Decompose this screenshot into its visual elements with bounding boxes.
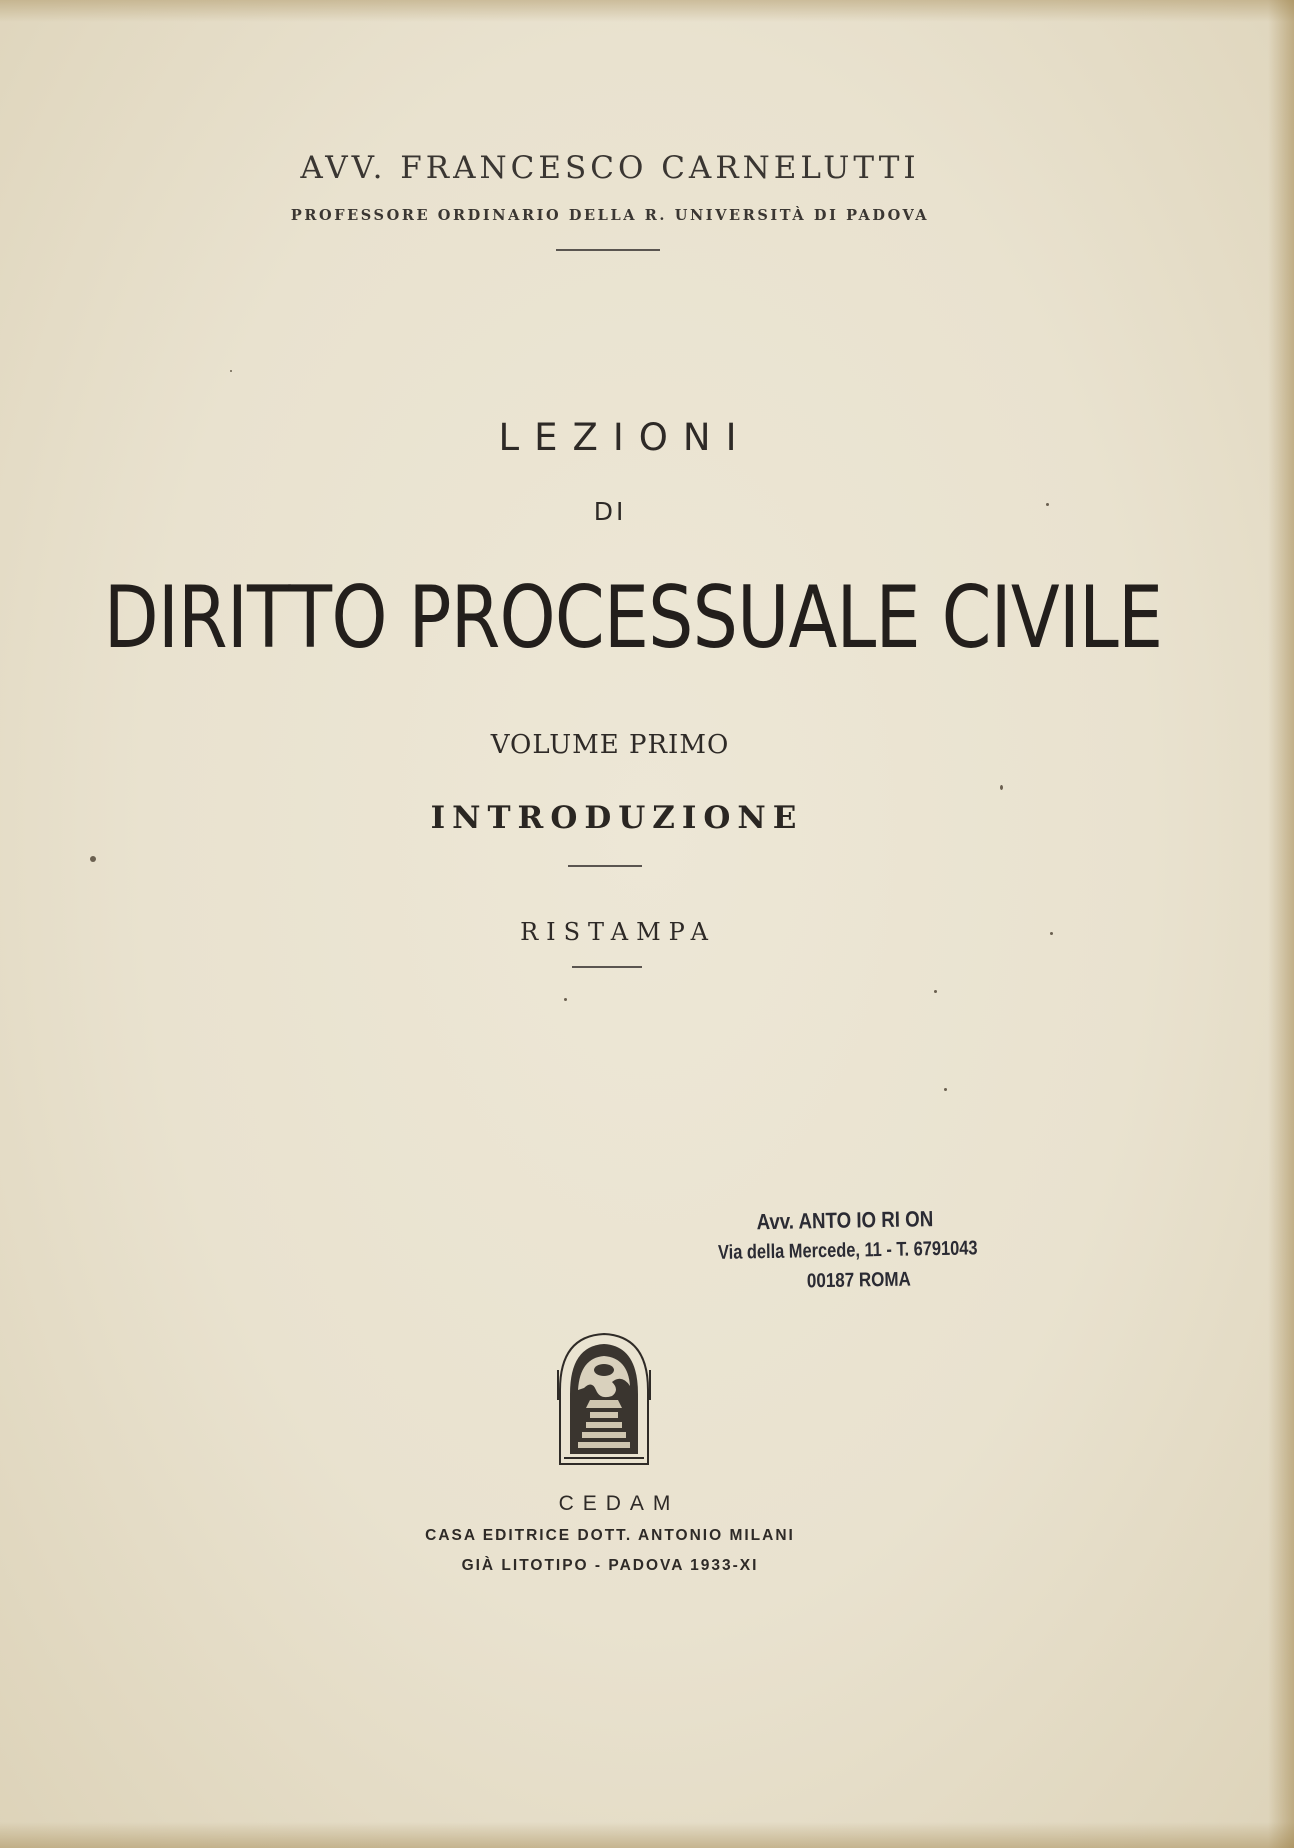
- paper-speck: [944, 1088, 947, 1091]
- paper-speck: [90, 856, 96, 862]
- divider-rule: [572, 966, 642, 968]
- ownership-stamp: [717, 1202, 1049, 1298]
- paper-speck: [1000, 785, 1003, 790]
- title-connector: DI: [593, 497, 627, 526]
- divider-rule: [568, 865, 642, 867]
- paper-speck: [934, 990, 937, 993]
- page-edge-shadow-top: [0, 0, 1294, 22]
- paper-speck: [1050, 932, 1053, 935]
- stamp-owner-line: Avv. ANTO IO RI ON: [756, 1206, 934, 1235]
- divider-rule: [556, 249, 660, 251]
- paper-speck: [1046, 503, 1049, 506]
- publisher-name: CEDAM: [558, 1492, 680, 1515]
- page-edge-shadow-right: [1268, 0, 1294, 1848]
- page-edge-shadow-bottom: [0, 1822, 1294, 1848]
- cedam-emblem-icon: [556, 1330, 652, 1470]
- paper-speck: [230, 370, 232, 372]
- series-title: LEZIONI: [498, 416, 752, 459]
- publisher-place-date: GIÀ LITOTIPO - PADOVA 1933-XI: [461, 1557, 759, 1574]
- volume-label: VOLUME PRIMO: [490, 730, 730, 760]
- main-title: DIRITTO PROCESSUALE CIVILE: [103, 568, 1163, 668]
- subtitle: INTRODUZIONE: [430, 800, 804, 836]
- edition-label: RISTAMPA: [520, 918, 716, 946]
- author-name: AVV. FRANCESCO CARNELUTTI: [300, 150, 920, 186]
- publisher-full-name: CASA EDITRICE DOTT. ANTONIO MILANI: [425, 1527, 795, 1544]
- stamp-city-line: 00187 ROMA: [806, 1268, 912, 1293]
- paper-speck: [564, 998, 567, 1001]
- author-affiliation: PROFESSORE ORDINARIO DELLA R. UNIVERSITÀ DI PADOVA: [290, 207, 930, 224]
- stamp-address-line: Via della Mercede, 11 - T. 6791043: [717, 1237, 978, 1264]
